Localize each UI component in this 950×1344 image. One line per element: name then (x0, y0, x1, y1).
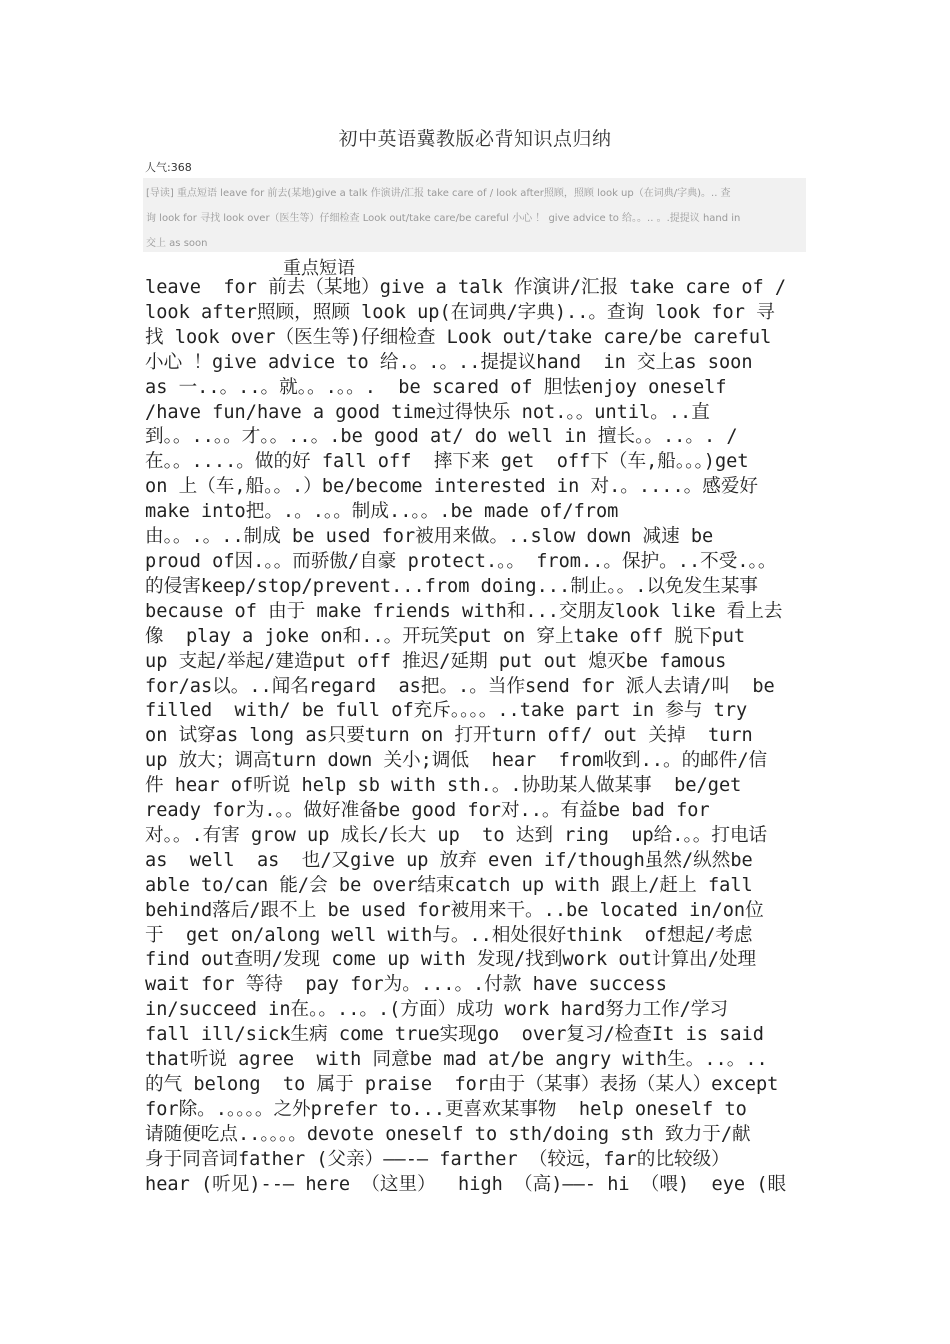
body-line: as well as 也/又give up 放弃 even if/though虽然/纵然be (145, 849, 753, 871)
section-heading: 重点短语 (283, 258, 355, 279)
body-line: 找 look over（医生等)仔细检查 Look out/take care/be careful (145, 326, 772, 348)
summary-line: 交上 as soon (146, 238, 208, 249)
body-line: 对。。.有害 grow up 成长/长大 up to 达到 ring up给.。。打电话 (145, 824, 768, 846)
body-line: able to/can 能/会 be over结束catch up with 跟上/赶上 fall (145, 874, 753, 896)
body-line: leave for 前去（某地）give a talk 作演讲/汇报 take care of / (145, 277, 787, 298)
body-line: fall ill/sick生病 come true实现go over复习/检查It is said (145, 1024, 764, 1046)
summary-line: [导读] 重点短语 leave for 前去(某地)give a talk 作演讲/汇报 take care of / look after照顾，照顾 look up（在词典/字典)。.. 查 (146, 188, 731, 199)
body-line: 小心 ！give advice to 给.。.。..提提议hand in 交上as soon (145, 351, 753, 373)
body-line: 到。。..。。才。。..。.be good at/ do well in 擅长。。..。. / (145, 426, 738, 448)
summary-line: 询 look for 寻找 look over（医生等）仔细检查 Look out/take care/be careful 小心 ！ give advice to 给。。.. 。.提提议 hand in (146, 213, 741, 224)
body-line: proud of因.。。而骄傲/自豪 protect.。。 from..。保护。..不受.。。 (145, 550, 777, 572)
body-text (145, 276, 815, 1198)
body-line: wait for 等待 pay for为。...。.付款 have success (145, 974, 667, 996)
body-line: ready for为.。。做好准备be good for对..。有益be bad for (145, 800, 710, 822)
body-line: up 支起/举起/建造put off 推迟/延期 put out 熄灭be famous (145, 650, 727, 672)
body-line: as 一..。..。就。。.。。. be scared of 胆怯enjoy oneself (145, 376, 727, 398)
body-line: that听说 agree with 同意be mad at/be angry with生。..。.. (145, 1049, 768, 1071)
body-line: 由。。.。..制成 be used for被用来做。..slow down 减速 be (145, 526, 714, 548)
body-line: behind落后/跟不上 be used for被用来干。..be located in/on位 (145, 899, 764, 921)
body-line: for/as以。..闻名regard as把。.。当作send for 派人去请/叫 be (145, 675, 775, 697)
body-line: look after照顾，照顾 look up(在词典/字典)..。查询 look for 寻 (145, 301, 775, 323)
body-line: 的侵害keep/stop/prevent...from doing...制止。。.以免发生某事 (145, 575, 759, 597)
body-line: 于 get on/along well with与。..相处很好think of想起/考虑 (145, 924, 753, 946)
popularity-count: 人气:368 (145, 161, 192, 174)
body-line: find out查明/发现 come up with 发现/找到work out计算出/处理 (145, 949, 757, 971)
body-line: filled with/ be full of充斥。。。。..take part in 参与 try (145, 700, 748, 722)
summary-box (143, 178, 806, 252)
document-title: 初中英语冀教版必背知识点归纳 (338, 128, 612, 150)
body-line: because of 由于 make friends with和...交朋友look like 看上去 (145, 600, 783, 622)
body-line: in/succeed in在。。..。.(方面）成功 work hard努力工作/学习 (145, 999, 729, 1021)
body-line: make into把。.。.。。制成..。。.be made of/from (145, 501, 619, 523)
body-line: 身于同音词father (父亲）——-— farther （较远，far的比较级） (145, 1148, 730, 1170)
body-line: up 放大；调高turn down 关小;调低 hear from收到..。的邮件/信 (145, 750, 768, 772)
body-line: 件 hear of听说 help sb with sth.。.协助某人做某事 be/get (145, 775, 742, 797)
body-line: 的气 belong to 属于 praise for由于（某事）表扬（某人）except (145, 1074, 779, 1095)
body-line: /have fun/have a good time过得快乐 not.。。until。..直 (145, 401, 710, 423)
body-line: 请随便吃点..。。。。devote oneself to sth/doing sth 致力于/献 (145, 1123, 751, 1145)
body-line: on 试穿as long as只要turn on 打开turn off/ out 关掉 turn (145, 725, 753, 747)
body-line: 像 play a joke on和..。开玩笑put on 穿上take off 脱下put (145, 625, 746, 647)
body-line: 在。。....。做的好 fall off 摔下来 get off下（车,船。。。)get (145, 451, 749, 473)
body-line: on 上（车,船。。.）be/become interested in 对.。....。感爱好 (145, 476, 759, 498)
body-line: for除。.。。。。之外prefer to...更喜欢某事物 help oneself to (145, 1098, 747, 1120)
body-line: hear (听见)--— here （这里） high （高)——- hi （喂) eye (眼 (145, 1173, 787, 1195)
